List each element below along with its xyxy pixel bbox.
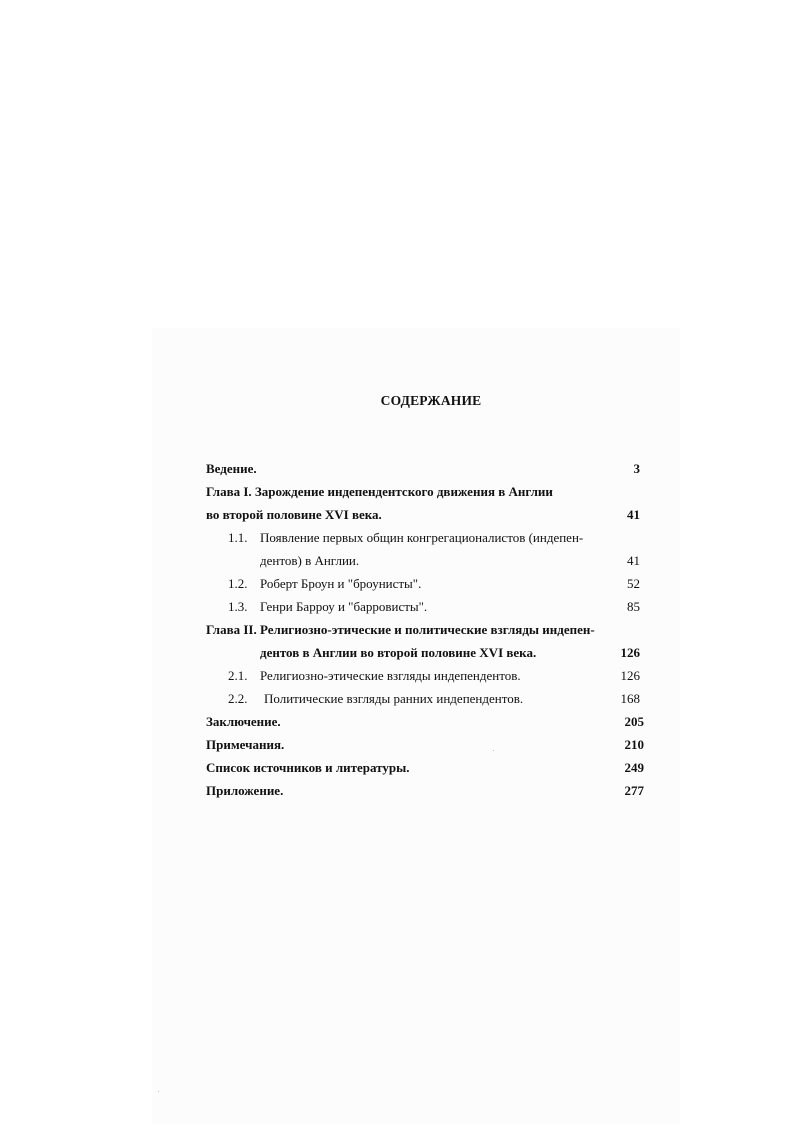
scan-speck [158, 1091, 159, 1092]
toc-page-appendix: 277 [624, 783, 644, 798]
toc-page-section-2-2: 168 [620, 691, 640, 706]
toc-entry-section-1-2: Роберт Броун и "броунисты". [260, 576, 422, 591]
toc-page-section-1-1: 41 [627, 553, 640, 568]
toc-entry-chapter-1-cont: во второй половине XVI века. [206, 507, 382, 522]
toc-entry-section-1-3: Генри Барроу и "барровисты". [260, 599, 428, 614]
toc-entry-section-2-1: Религиозно-этические взгляды индепендентов. [260, 668, 521, 683]
toc-entry-chapter-2-cont: дентов в Англии во второй половине XVI века. [260, 645, 537, 660]
toc-section-number-2-1: 2.1. [228, 668, 248, 683]
toc-page-conclusion: 205 [624, 714, 644, 729]
toc-section-number-1-1: 1.1. [228, 530, 248, 545]
toc-entry-bibliography: Список источников и литературы. [206, 760, 410, 775]
toc-page-chapter-1: 41 [627, 507, 640, 522]
toc-entry-notes: Примечания. [206, 737, 285, 752]
toc-section-number-2-2: 2.2. [228, 691, 248, 706]
toc-section-number-1-2: 1.2. [228, 576, 248, 591]
toc-entry-chapter-1: Глава I. Зарождение индепендентского движения в Англии [206, 484, 553, 499]
toc-page-section-2-1: 126 [620, 668, 640, 683]
toc-entry-chapter-2: Глава II. Религиозно-этические и политические взгляды индепен- [206, 622, 595, 637]
toc-entry-conclusion: Заключение. [206, 714, 281, 729]
toc-entry-section-1-1: Появление первых общин конгрегационалистов (индепен- [260, 530, 584, 545]
toc-page-section-1-2: 52 [627, 576, 640, 591]
toc-entry-section-1-1-cont: дентов) в Англии. [260, 553, 360, 568]
toc-entry-appendix: Приложение. [206, 783, 284, 798]
toc-page-section-1-3: 85 [627, 599, 640, 614]
scan-speck [493, 750, 494, 751]
toc-heading: СОДЕРЖАНИЕ [380, 393, 482, 408]
toc-page-chapter-2: 126 [620, 645, 640, 660]
toc-section-number-1-3: 1.3. [228, 599, 248, 614]
toc-page-notes: 210 [624, 737, 644, 752]
toc-entry-section-2-2: Политические взгляды ранних индепендентов. [264, 691, 524, 706]
toc-page-bibliography: 249 [624, 760, 644, 775]
toc-entry-introduction: Ведение. [206, 461, 257, 476]
toc-page-introduction: 3 [633, 461, 640, 476]
